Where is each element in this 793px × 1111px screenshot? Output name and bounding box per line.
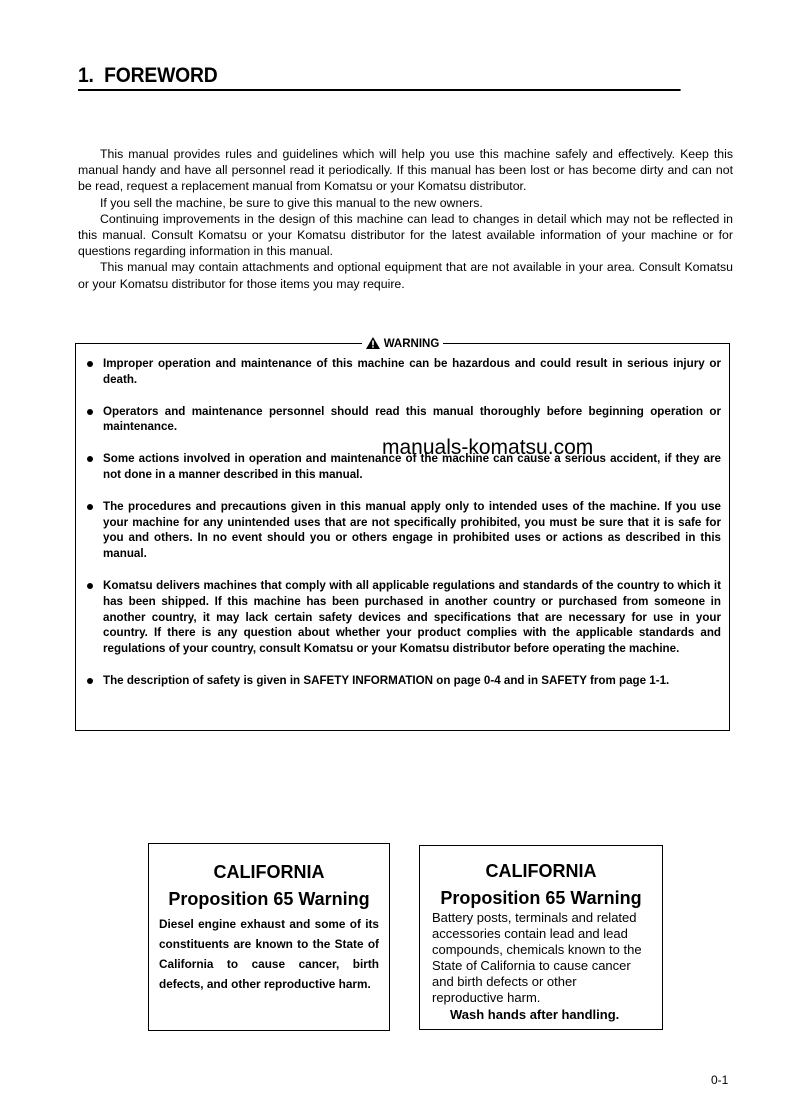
bullet-icon [87, 583, 93, 589]
warning-item: Some actions involved in operation and maintenance of the machine can cause a serious accident, if they are not done in a manner described in this manual. [86, 451, 721, 483]
warning-triangle-icon [366, 337, 380, 349]
warning-item: The description of safety is given in SAFETY INFORMATION on page 0-4 and in SAFETY from page 1-1. [86, 673, 721, 689]
prop65-subtitle: Proposition 65 Warning [440, 888, 642, 908]
prop65-body: Battery posts, terminals and related accessories contain lead and lead compounds, chemicals known to the State of California to cause cancer and birth defects or other reproductive harm. [432, 910, 642, 1005]
prop65-diesel-box [148, 843, 390, 1031]
section-number: 1. [78, 64, 94, 87]
section-title-text: FOREWORD [104, 64, 218, 87]
prop65-title: CALIFORNIA [213, 862, 325, 882]
bullet-icon [87, 409, 93, 415]
warning-item: Operators and maintenance personnel should read this manual thoroughly before beginning operation or maintenance. [86, 404, 721, 436]
intro-paragraph: Continuing improvements in the design of this machine can lead to changes in detail which may not be reflected in this manual. Consult Komatsu or your Komatsu distributor for the latest available information of your machine or for questions regarding information in this manual. [78, 211, 733, 259]
prop65-title: CALIFORNIA [485, 861, 597, 881]
prop65-note: Wash hands after handling. [450, 1007, 620, 1022]
prop65-body: Diesel engine exhaust and some of its constituents are known to the State of California to cause cancer, birth defects, and other reproductive harm. [159, 917, 379, 991]
prop65-battery-box [419, 845, 663, 1030]
prop65-subtitle: Proposition 65 Warning [168, 889, 370, 909]
warning-box [75, 338, 730, 731]
section-title [78, 64, 681, 91]
warning-item: Improper operation and maintenance of this machine can be hazardous and could result in serious injury or death. [86, 356, 721, 388]
intro-paragraph: This manual may contain attachments and optional equipment that are not available in your area. Consult Komatsu or your Komatsu distributor for those items you may require. [78, 260, 733, 291]
watermark: manuals-komatsu.com [382, 436, 594, 459]
bullet-icon [87, 678, 93, 684]
bullet-icon [87, 504, 93, 510]
intro-paragraph: This manual provides rules and guidelines which will help you use this machine safely and effectively. Keep this manual handy and have all personnel read it periodically. If this manual has been lost or has become dirty and can not be read, request a replacement manual from Komatsu or your Komatsu distributor. [78, 147, 733, 194]
intro-paragraph: If you sell the machine, be sure to give this manual to the new owners. [100, 195, 483, 210]
warning-list [86, 356, 721, 705]
page-number: 0-1 [711, 1073, 729, 1087]
warning-header [76, 334, 729, 353]
bullet-icon [87, 456, 93, 462]
warning-item: Komatsu delivers machines that comply with all applicable regulations and standards of the country to which it has been shipped. If this machine has been purchased in another country or purchased from someone in another country, it may lack certain safety devices and specifications that are necessary for use in your country. If there is any question about whether your product complies with the applicable standards and regulations of your country, consult Komatsu or your Komatsu distributor before operating the machine. [86, 578, 721, 657]
bullet-icon [87, 361, 93, 367]
warning-label: WARNING [383, 338, 440, 350]
warning-item: The procedures and precautions given in this manual apply only to intended uses of the machine. If you use your machine for any unintended uses that are not specifically prohibited, you must be sure that it is safe for you and others. In no event should you or others engage in prohibited uses or actions as described in this manual. [86, 499, 721, 562]
foreword-intro [78, 146, 733, 292]
